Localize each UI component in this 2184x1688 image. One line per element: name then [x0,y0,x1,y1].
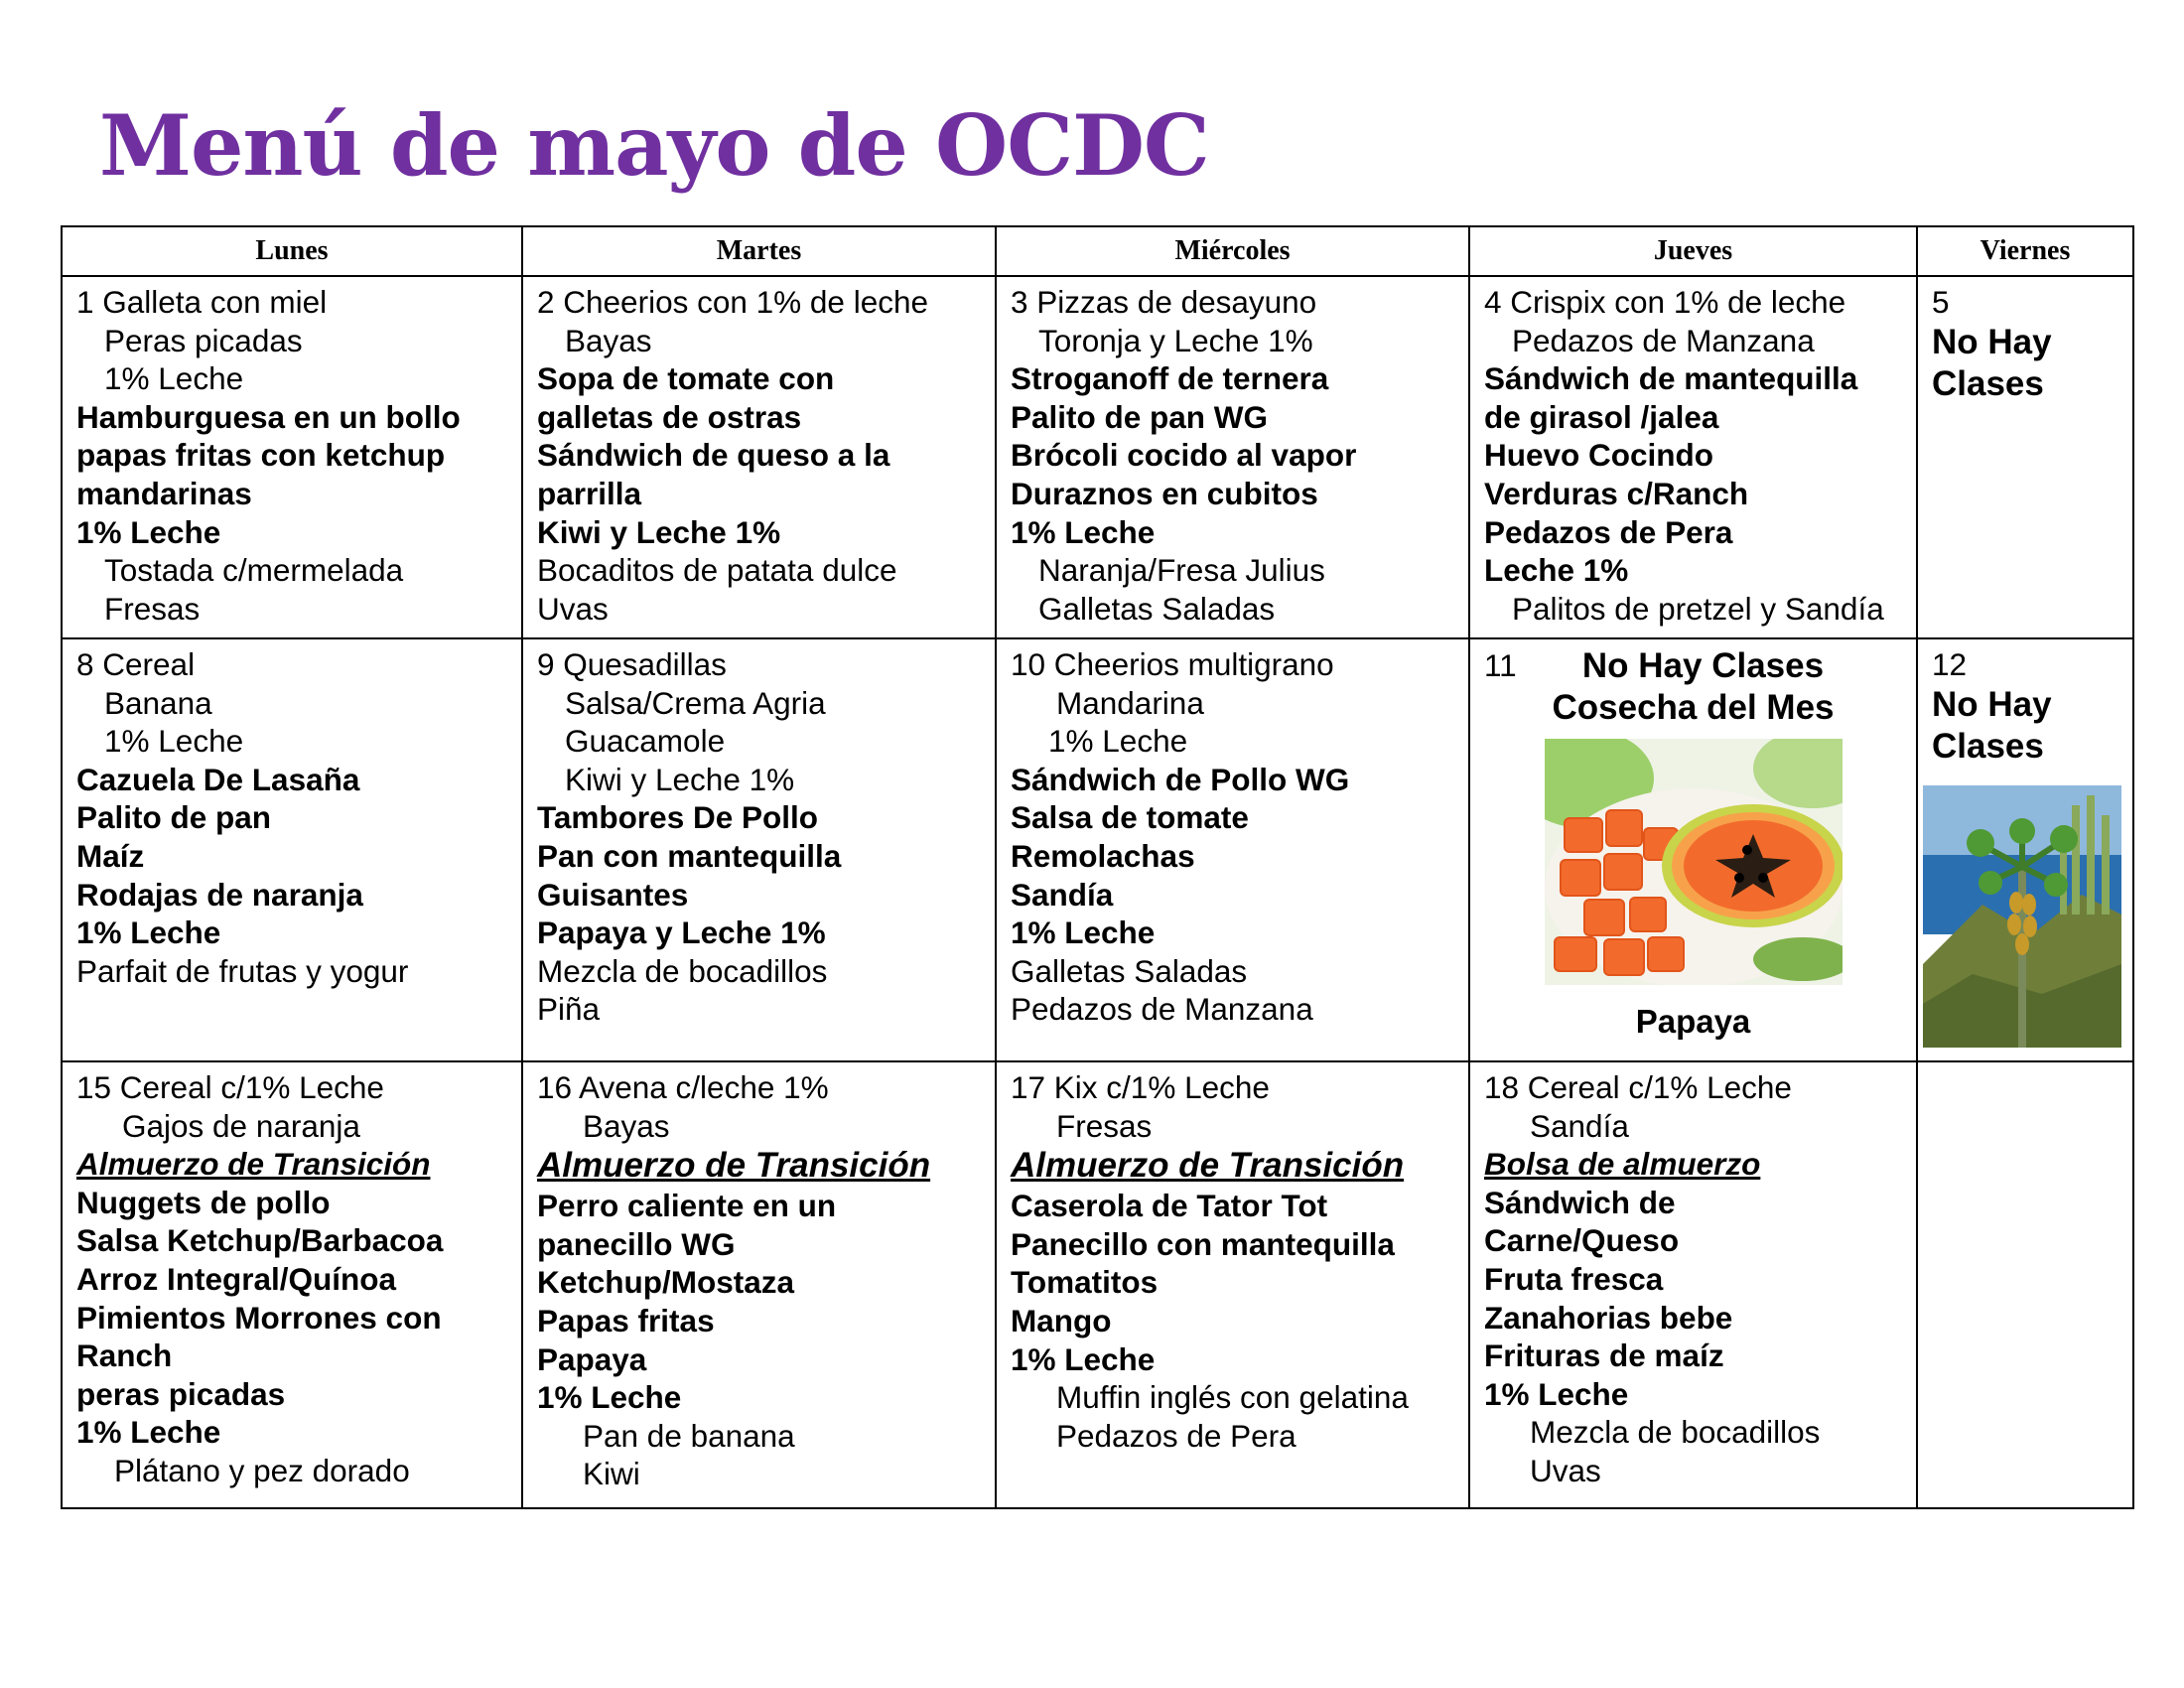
menu-item: Salsa de tomate [1011,799,1249,836]
menu-item: Naranja/Fresa Julius [1038,552,1325,589]
menu-item: Sandía [1011,876,1114,913]
menu-item: 1 Galleta con miel [76,284,328,320]
menu-item: 1% Leche [76,1414,221,1451]
menu-item: Kiwi y Leche 1% [537,513,781,550]
menu-item: Guisantes [537,876,689,913]
menu-item: 1% Leche [104,723,244,760]
menu-item: Uvas [1530,1452,1601,1488]
menu-item: Sandía [1530,1107,1629,1144]
day-cell [62,1061,522,1508]
menu-item: Bayas [565,322,652,358]
menu-item: Brócoli cocido al vapor [1011,437,1357,474]
menu-item: Pedazos de Pera [1484,513,1733,550]
menu-item: Mango [1011,1302,1112,1338]
menu-item: Hamburguesa en un bollo [76,398,461,435]
day-header-miercoles: Miércoles [996,226,1469,276]
menu-item: Tambores De Pollo [537,799,818,836]
menu-item: Parfait de frutas y yogur [76,952,409,989]
day-cell [996,638,1469,1061]
menu-item: Fruta fresca [1484,1260,1664,1297]
menu-items [997,1062,1468,1455]
meal-section-heading: Bolsa de almuerzo [1484,1146,1761,1183]
menu-item: Panecillo con mantequilla [1011,1225,1395,1262]
menu-item: parrilla [537,475,642,511]
menu-item: mandarinas [76,475,252,511]
menu-item: Peras picadas [104,322,303,358]
menu-items [997,277,1468,628]
menu-item: de girasol /jalea [1484,398,1719,435]
day-cell [1917,276,2133,638]
day-cell [62,276,522,638]
menu-item: 1% Leche [537,1379,682,1416]
menu-item: 10 Cheerios multigrano [1011,646,1334,682]
menu-item: Galletas Saladas [1011,952,1248,989]
menu-item: Pedazos de Pera [1056,1417,1297,1454]
day-cell [522,276,996,638]
menu-item: Tostada c/mermelada [104,552,404,589]
menu-item: Plátano y pez dorado [114,1452,410,1488]
menu-item: 18 Cereal c/1% Leche [1484,1069,1792,1105]
menu-item: 9 Quesadillas [537,646,727,682]
menu-item: Leche 1% [1484,552,1629,589]
week-row [62,1061,2133,1508]
menu-item: Papas fritas [537,1302,715,1338]
harvest-of-month-label: Cosecha del Mes [1552,688,1835,727]
menu-item: Sopa de tomate con [537,360,835,397]
menu-item: Sándwich de Pollo WG [1011,761,1350,797]
menu-item: Maíz [76,837,145,874]
menu-item: Uvas [537,590,609,627]
menu-item: Pan con mantequilla [537,837,842,874]
menu-item: Toronja y Leche 1% [1038,322,1313,358]
menu-item: Duraznos en cubitos [1011,475,1318,511]
menu-item: Rodajas de naranja [76,876,363,913]
menu-item: Cazuela De Lasaña [76,761,360,797]
day-cell [1469,1061,1917,1508]
menu-item: Muffin inglés con gelatina [1056,1379,1409,1416]
papaya-photo [1545,739,1843,985]
menu-item: 1% Leche [1484,1375,1629,1412]
menu-item: Papaya [537,1340,647,1377]
menu-items [1918,277,2132,405]
menu-item: Ketchup/Mostaza [537,1264,795,1301]
menu-item: Piña [537,991,601,1028]
menu-item: Mezcla de bocadillos [537,952,828,989]
no-classes-label: No Hay Clases [1581,646,1825,685]
menu-item: Remolachas [1011,837,1195,874]
week-row [62,638,2133,1061]
menu-calendar [61,225,2134,1509]
no-classes-label: Clases [1932,726,2044,766]
menu-item: Mandarina [1056,684,1204,721]
meal-section-heading: Almuerzo de Transición [1011,1146,1405,1186]
menu-item: 1% Leche [76,513,221,550]
menu-item: Guacamole [565,723,726,760]
meal-section-heading: Almuerzo de Transición [76,1146,431,1183]
menu-item: Nuggets de pollo [76,1184,331,1220]
menu-item: Papaya y Leche 1% [537,914,826,951]
page-title: Menú de mayo de OCDC [99,96,1209,195]
harvest-caption: Papaya [1635,1003,1751,1040]
menu-item: 1% Leche [1011,1340,1156,1377]
day-header-jueves: Jueves [1469,226,1917,276]
menu-item: Bocaditos de patata dulce [537,552,897,589]
menu-item: Pedazos de Manzana [1011,991,1313,1028]
menu-item: Ranch [76,1337,173,1374]
menu-item: Frituras de maíz [1484,1337,1724,1374]
menu-item: Banana [104,684,212,721]
menu-item: Sándwich de mantequilla [1484,360,1858,397]
menu-item: Perro caliente en un [537,1188,837,1224]
no-classes-label: No Hay [1932,684,2052,724]
day-cell [522,638,996,1061]
menu-item: 3 Pizzas de desayuno [1011,284,1317,320]
menu-item: Verduras c/Ranch [1484,475,1749,511]
menu-item: panecillo WG [537,1225,736,1262]
menu-item: Fresas [104,590,201,627]
menu-items [523,277,995,628]
day-header-lunes: Lunes [62,226,522,276]
menu-item: 8 Cereal [76,646,196,682]
menu-item: 15 Cereal c/1% Leche [76,1069,384,1105]
day-cell [62,638,522,1061]
menu-item: Fresas [1056,1107,1153,1144]
menu-item: Tomatitos [1011,1264,1159,1301]
day-cell [522,1061,996,1508]
menu-item: 4 Crispix con 1% de leche [1484,284,1846,320]
day-number: 11 [1484,647,1517,683]
menu-item: 1% Leche [104,360,244,397]
day-number: 12 [1932,646,1968,682]
day-cell [1469,638,1917,1061]
day-header-martes: Martes [522,226,996,276]
day-cell [996,1061,1469,1508]
menu-item: Salsa/Crema Agria [565,684,826,721]
menu-item: Bayas [583,1107,670,1144]
menu-item: Stroganoff de ternera [1011,360,1329,397]
menu-item: Gajos de naranja [122,1107,360,1144]
menu-items [63,277,521,628]
menu-items [523,1062,995,1493]
menu-item: Galletas Saladas [1038,590,1276,627]
menu-item: papas fritas con ketchup [76,437,446,474]
menu-items [1918,639,2132,768]
no-classes-label: No Hay [1932,322,2052,361]
menu-item: Palito de pan [76,799,272,836]
menu-item: galletas de ostras [537,398,802,435]
menu-items [997,639,1468,1029]
menu-item: 17 Kix c/1% Leche [1011,1069,1270,1105]
menu-item: Sándwich de [1484,1184,1676,1220]
menu-item: 1% Leche [76,914,221,951]
menu-item: Salsa Ketchup/Barbacoa [76,1222,444,1259]
menu-items [523,639,995,1029]
no-classes-label: Clases [1932,363,2044,403]
menu-item: Kiwi y Leche 1% [565,761,795,797]
menu-item: 2 Cheerios con 1% de leche [537,284,928,320]
menu-item: Palitos de pretzel y Sandía [1512,590,1884,627]
menu-item: Huevo Cocindo [1484,437,1714,474]
menu-item: Arroz Integral/Quínoa [76,1260,397,1297]
menu-item: Caserola de Tator Tot [1011,1188,1328,1224]
menu-item: Carne/Queso [1484,1222,1680,1259]
papaya-tree-photo [1923,785,2121,1048]
menu-item: Palito de pan WG [1011,398,1269,435]
menu-item: Pedazos de Manzana [1512,322,1815,358]
menu-item: Zanahorias bebe [1484,1299,1733,1336]
meal-section-heading: Almuerzo de Transición [537,1146,931,1186]
menu-item: Pimientos Morrones con [76,1299,442,1336]
day-header-row [62,226,2133,276]
menu-items [1470,277,1916,628]
menu-item: 1% Leche [1011,914,1156,951]
menu-item: Kiwi [583,1456,640,1492]
menu-item: 16 Avena c/leche 1% [537,1069,829,1105]
day-cell [1917,1061,2133,1508]
menu-item: Sándwich de queso a la [537,437,890,474]
menu-item: Pan de banana [583,1417,795,1454]
holiday-header [1470,639,1916,725]
menu-items [1470,1062,1916,1490]
day-number: 5 [1932,284,1950,320]
day-cell [1917,638,2133,1061]
day-cell [996,276,1469,638]
menu-item: 1% Leche [1011,513,1156,550]
menu-items [63,639,521,990]
day-header-viernes: Viernes [1917,226,2133,276]
menu-item: 1% Leche [1048,723,1188,760]
menu-item: peras picadas [76,1375,286,1412]
week-row [62,276,2133,638]
day-cell [1469,276,1917,638]
menu-item: Mezcla de bocadillos [1530,1414,1821,1451]
menu-items [63,1062,521,1490]
